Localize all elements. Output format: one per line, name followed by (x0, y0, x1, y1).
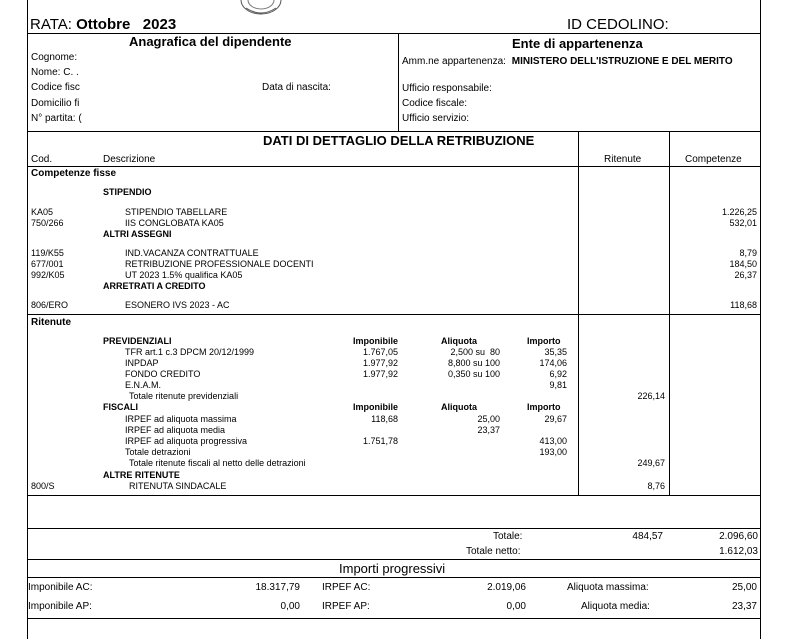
imponibile-ac-value: 18.317,79 (255, 582, 300, 593)
fisc-descr-0: IRPEF ad aliquota massima (125, 414, 237, 424)
fisc-descr-3: Totale detrazioni (125, 447, 191, 457)
fisc-importo-2: 413,00 (539, 436, 567, 446)
prev-importo-1: 174,06 (539, 358, 567, 368)
col-ritenute: Ritenute (604, 154, 642, 165)
fisc-col-imponibile: Imponibile (353, 402, 398, 412)
partita-label: N° partita: ( (31, 113, 82, 124)
domicilio-label: Domicilio fi (31, 98, 80, 109)
prev-importo-2: 6,92 (549, 369, 567, 379)
ente-codice-fiscale-label: Codice fiscale: (402, 98, 468, 109)
competenze-fisse-heading: Competenze fisse (31, 168, 117, 179)
aliquota-massima-label: Aliquota massima: (567, 582, 649, 593)
dettaglio-title: DATI DI DETTAGLIO DELLA RETRIBUZIONE (263, 133, 535, 148)
totale-label: Totale: (493, 531, 523, 542)
comp-value-4: 26,37 (734, 270, 757, 280)
comp-value-2: 8,79 (739, 248, 757, 258)
irpef-ac-label: IRPEF AC: (322, 582, 371, 593)
totale-competenze: 2.096,60 (719, 531, 758, 542)
comp-value-3: 184,50 (729, 259, 757, 269)
totale-previdenziali-label: Totale ritenute previdenziali (129, 391, 239, 401)
comp-descr-2: IND.VACANZA CONTRATTUALE (125, 248, 259, 258)
col-competenze: Competenze (685, 154, 742, 165)
prev-imponibile-0: 1.767,05 (362, 347, 398, 357)
prev-importo-3: 9,81 (549, 380, 567, 390)
irpef-ac-value: 2.019,06 (487, 582, 526, 593)
aliquota-massima-value: 25,00 (731, 582, 757, 593)
prev-imponibile-1: 1.977,92 (362, 358, 398, 368)
totale-netto-label: Totale netto: (466, 546, 521, 557)
imponibile-ap-label: Imponibile AP: (28, 601, 92, 612)
progressivi-title: Importi progressivi (339, 561, 446, 576)
top-caption (366, 0, 438, 1)
prev-imponibile-2: 1.977,92 (362, 369, 398, 379)
prev-importo-0: 35,35 (544, 347, 567, 357)
previdenziali-heading: PREVIDENZIALI (103, 336, 172, 346)
altre-descr-0: RITENUTA SINDACALE (129, 481, 227, 491)
irpef-ap-value: 0,00 (506, 601, 526, 612)
totale-netto-value: 1.612,03 (719, 546, 758, 557)
col-descrizione: Descrizione (103, 154, 156, 165)
fisc-col-aliquota: Aliquota (441, 402, 477, 412)
imponibile-ac-label: Imponibile AC: (28, 582, 93, 593)
amm-value: MINISTERO DELL'ISTRUZIONE E DEL MERITO (511, 56, 733, 67)
rata-value: Ottobre 2023 (76, 16, 177, 33)
amm-label: Amm.ne appartenenza: (402, 56, 506, 67)
fiscali-heading: FISCALI (103, 402, 138, 412)
comp-cod-3: 677/001 (31, 259, 64, 269)
prev-col-aliquota: Aliquota (441, 336, 477, 346)
altre-value-0: 8,76 (647, 481, 665, 491)
ritenute-heading: Ritenute (31, 317, 71, 328)
totale-previdenziali-value: 226,14 (637, 391, 665, 401)
comp-descr-3: RETRIBUZIONE PROFESSIONALE DOCENTI (125, 259, 314, 269)
comp-cod-5: 806/ERO (31, 300, 69, 310)
comp-cod-1: 750/266 (31, 218, 64, 228)
fisc-aliquota-1: 23,37 (477, 425, 500, 435)
prev-aliquota-1: 8,800 su 100 (447, 358, 500, 368)
stipendio-heading: STIPENDIO (103, 187, 152, 197)
comp-value-1: 532,01 (729, 218, 757, 228)
altre-ritenute-heading: ALTRE RITENUTE (103, 470, 180, 480)
rata (30, 16, 176, 33)
comp-value-5: 118,68 (730, 300, 757, 310)
aliquota-media-label: Aliquota media: (581, 601, 650, 612)
codice-fiscale-label: Codice fisc (31, 82, 80, 93)
comp-descr-1: IIS CONGLOBATA KA05 (125, 218, 224, 228)
fisc-imponibile-0: 118,68 (371, 414, 398, 424)
rata-label: RATA: (30, 16, 72, 33)
altre-cod-0: 800/S (31, 481, 55, 491)
prev-aliquota-2: 0,350 su 100 (447, 369, 500, 379)
comp-cod-4: 992/K05 (31, 270, 65, 280)
ente-title: Ente di appartenenza (512, 36, 643, 51)
data-nascita-label: Data di nascita: (262, 82, 331, 93)
comp-cod-0: KA05 (31, 207, 54, 217)
fisc-descr-2: IRPEF ad aliquota progressiva (125, 436, 248, 446)
anagrafica-title: Anagrafica del dipendente (129, 34, 292, 49)
emblem-icon (238, 0, 284, 16)
altri-assegni-heading: ALTRI ASSEGNI (103, 229, 172, 239)
fisc-col-importo: Importo (527, 402, 561, 412)
prev-col-imponibile: Imponibile (353, 336, 398, 346)
fisc-aliquota-0: 25,00 (477, 414, 500, 424)
amm-appartenenza (402, 56, 733, 67)
aliquota-media-value: 23,37 (731, 601, 757, 612)
frame-left (27, 0, 28, 639)
comp-descr-4: UT 2023 1.5% qualifica KA05 (125, 270, 243, 280)
prev-descr-3: E.N.A.M. (125, 380, 162, 390)
fisc-importo-0: 29,67 (544, 414, 567, 424)
ufficio-responsabile-label: Ufficio responsabile: (402, 83, 492, 94)
fisc-imponibile-2: 1.751,78 (362, 436, 398, 446)
comp-descr-5: ESONERO IVS 2023 - AC (125, 300, 230, 310)
totale-ritenute: 484,57 (632, 531, 663, 542)
cognome-label: Cognome: (31, 52, 78, 63)
totale-fiscali-label: Totale ritenute fiscali al netto delle detrazioni (129, 458, 306, 468)
fisc-descr-1: IRPEF ad aliquota media (125, 425, 226, 435)
imponibile-ap-value: 0,00 (280, 601, 300, 612)
comp-descr-0: STIPENDIO TABELLARE (125, 207, 228, 217)
col-cod: Cod. (31, 154, 53, 165)
prev-descr-0: TFR art.1 c.3 DPCM 20/12/1999 (125, 347, 255, 357)
ufficio-servizio-label: Ufficio servizio: (402, 113, 470, 124)
prev-descr-2: FONDO CREDITO (125, 369, 201, 379)
comp-value-0: 1.226,25 (721, 207, 757, 217)
id-cedolino-label: ID CEDOLINO: (567, 16, 669, 33)
comp-cod-2: 119/K55 (31, 248, 64, 258)
nome-label: Nome: C. . (31, 67, 79, 78)
totale-fiscali-value: 249,67 (637, 458, 665, 468)
arretrati-heading: ARRETRATI A CREDITO (103, 281, 206, 291)
irpef-ap-label: IRPEF AP: (322, 601, 370, 612)
frame-right (760, 0, 761, 639)
prev-descr-1: INPDAP (125, 358, 159, 368)
prev-aliquota-0: 2,500 su 80 (450, 347, 500, 357)
prev-col-importo: Importo (527, 336, 561, 346)
fisc-importo-3: 193,00 (539, 447, 567, 457)
